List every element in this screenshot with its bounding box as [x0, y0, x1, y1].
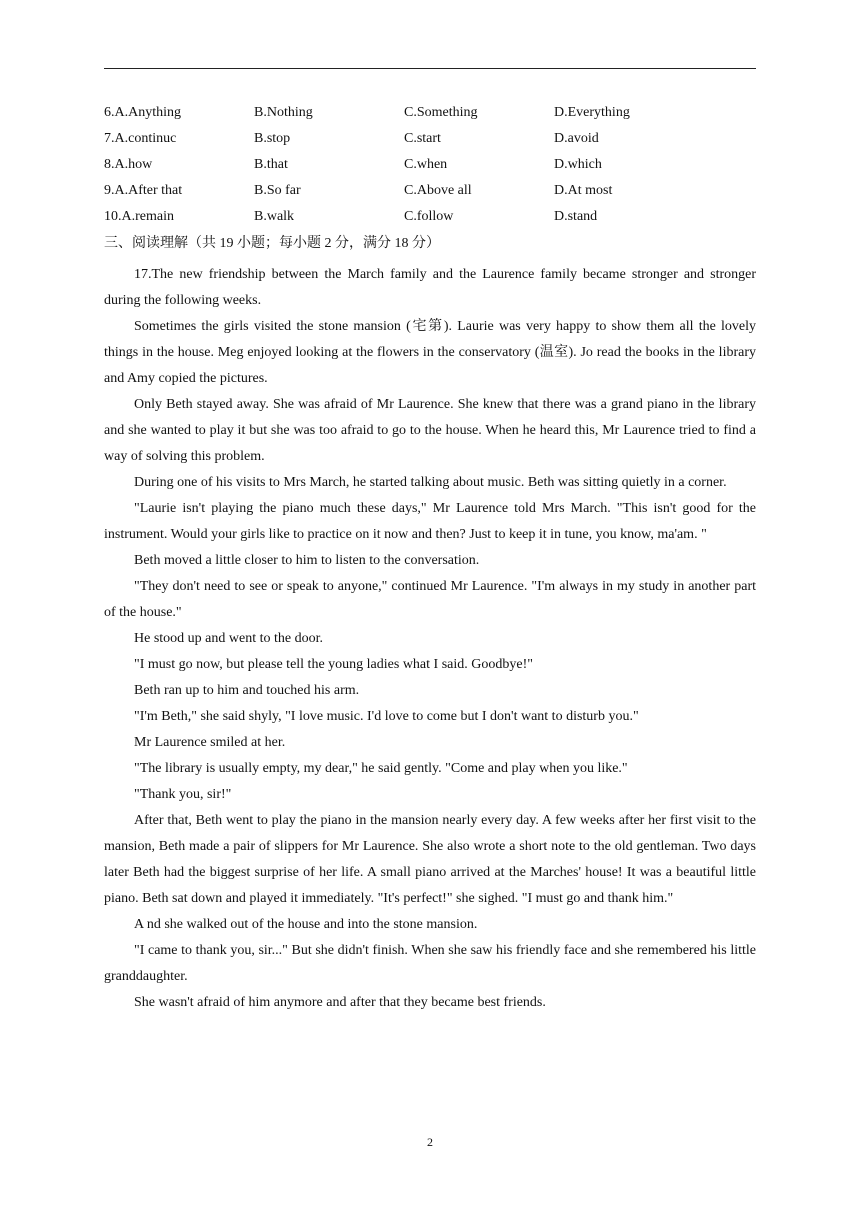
paragraph: A nd she walked out of the house and into the stone mansion. [134, 917, 478, 932]
option-c: C.Above all [404, 183, 472, 198]
option-d: D.Everything [554, 105, 630, 120]
option-b: B.Nothing [254, 105, 313, 120]
section-heading: 三、阅读理解（共 19 小题；每小题 2 分，满分 18 分） [104, 236, 440, 251]
paragraph: "I must go now, but please tell the young ladies what I said. Goodbye!" [134, 657, 533, 672]
option-row [104, 154, 756, 180]
option-a: 7.A.continuc [104, 131, 177, 146]
page-number: 2 [427, 1135, 433, 1149]
paragraph: Mr Laurence smiled at her. [134, 735, 286, 750]
paragraph: "The library is usually empty, my dear," he said gently. "Come and play when you like." [134, 761, 628, 776]
option-row [104, 180, 756, 206]
paragraph: He stood up and went to the door. [134, 631, 323, 646]
paragraph: During one of his visits to Mrs March, he started talking about music. Beth was sitting quietly in a corner. [134, 475, 727, 490]
option-a: 6.A.Anything [104, 105, 181, 120]
option-row [104, 102, 756, 128]
header-rule [104, 68, 756, 69]
option-c: C.Something [404, 105, 478, 120]
option-c: C.start [404, 131, 441, 146]
option-d: D.avoid [554, 131, 599, 146]
paragraph: 17.The new friendship between the March family and the Laurence family became stronger and stronger during the following weeks. [104, 267, 756, 308]
option-a: 8.A.how [104, 157, 153, 172]
paragraph: She wasn't afraid of him anymore and after that they became best friends. [134, 995, 546, 1010]
option-b: B.walk [254, 209, 295, 224]
option-c: C.when [404, 157, 448, 172]
paragraph: After that, Beth went to play the piano in the mansion nearly every day. A few weeks after her first visit to the mansion, Beth made a pair of slippers for Mr Laurence. She also wrote a short note to the old gentleman. Two days later Beth had the biggest surprise of her life. A small piano arrived at the Marches' house! It was a beautiful little piano. Beth sat down and played it immediately. "It's perfect!" she sighed. "I must go and thank him." [104, 813, 756, 906]
option-c: C.follow [404, 209, 454, 224]
option-d: D.stand [554, 209, 598, 224]
option-b: B.stop [254, 131, 291, 146]
option-b: B.that [254, 157, 288, 172]
option-b: B.So far [254, 183, 301, 198]
option-d: D.At most [554, 183, 613, 198]
paragraph: Only Beth stayed away. She was afraid of Mr Laurence. She knew that there was a grand piano in the library and she wanted to play it but she was too afraid to go to the house. When he heard this, Mr Laurence tried to find a way of solving this problem. [104, 397, 756, 464]
paragraph: "They don't need to see or speak to anyone," continued Mr Laurence. "I'm always in my study in another part of the house." [104, 579, 756, 620]
option-a: 9.A.After that [104, 183, 183, 198]
paragraph: Beth moved a little closer to him to listen to the conversation. [134, 553, 480, 568]
paragraph: "Thank you, sir!" [134, 787, 232, 802]
option-row [104, 206, 756, 232]
answer-options [104, 102, 756, 232]
option-a: 10.A.remain [104, 209, 174, 224]
paragraph: "Laurie isn't playing the piano much these days," Mr Laurence told Mrs March. "This isn't good for the instrument. Would your girls like to practice on it now and then? Just to keep it in tune, you know, ma'am. " [104, 501, 756, 542]
paragraph: "I came to thank you, sir..." But she didn't finish. When she saw his friendly face and she remembered his little granddaughter. [104, 943, 756, 984]
option-d: D.which [554, 157, 602, 172]
reading-passage [104, 262, 756, 1016]
paragraph: Beth ran up to him and touched his arm. [134, 683, 360, 698]
paragraph: "I'm Beth," she said shyly, "I love music. I'd love to come but I don't want to disturb you." [134, 709, 639, 724]
paragraph: Sometimes the girls visited the stone mansion (宅第). Laurie was very happy to show them all the lovely things in the house. Meg enjoyed looking at the flowers in the conservatory (温室). Jo read the books in the library and Amy copied the pictures. [104, 319, 756, 386]
option-row [104, 128, 756, 154]
